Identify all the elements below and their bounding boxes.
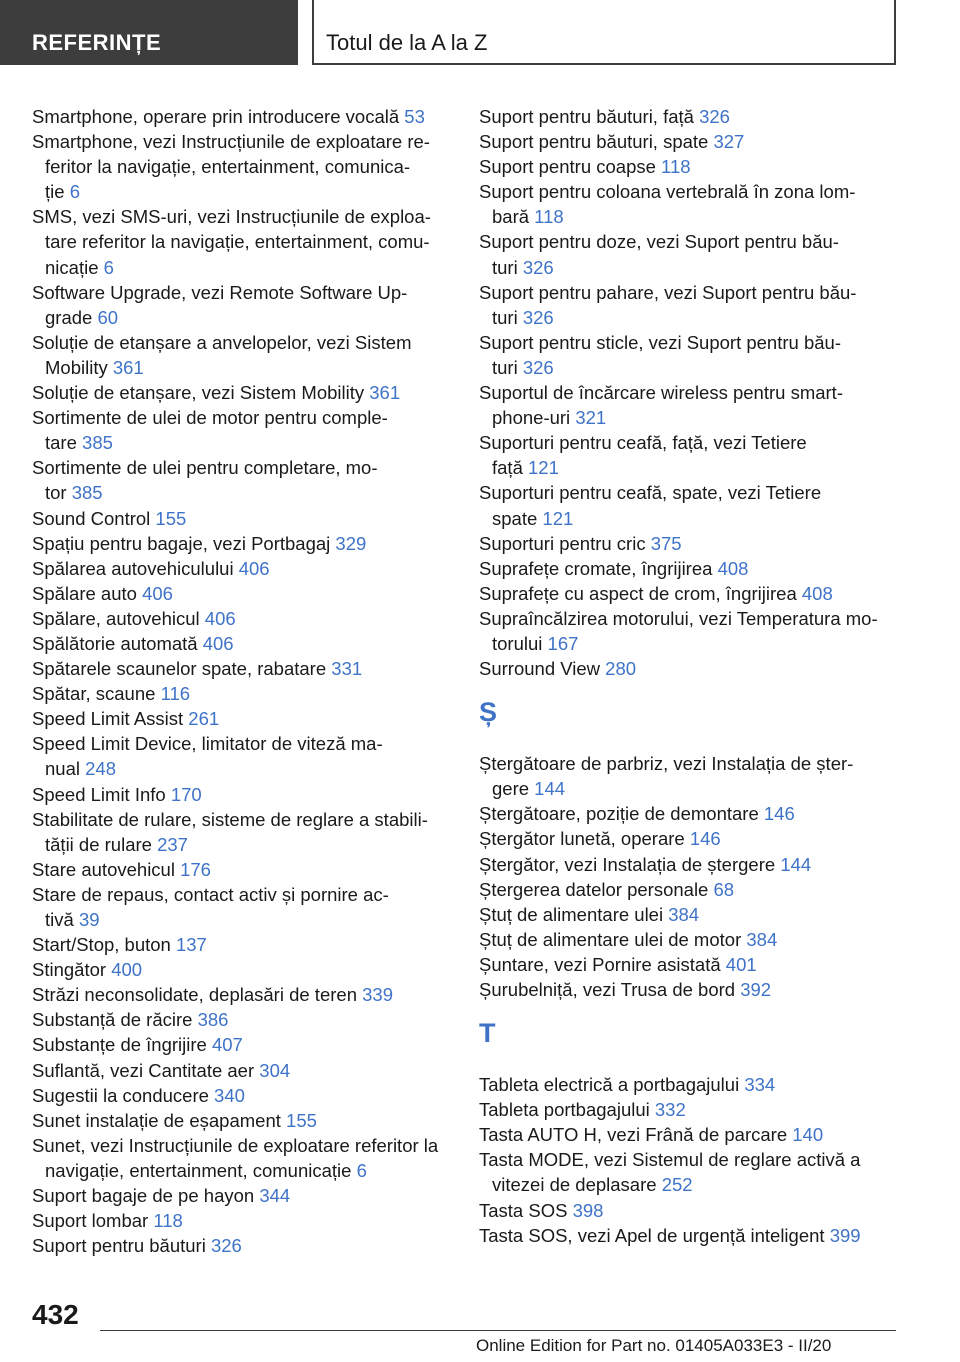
index-entry-text: nual [45,758,86,780]
page-reference-link[interactable]: 384 [668,903,700,925]
index-letter-heading: T [479,1018,496,1049]
index-entry [32,204,457,279]
index-entry-text: Suport pentru doze, vezi Suport pentru bău- [479,231,839,253]
index-entry [32,129,457,204]
index-entry-text: Ștergător lunetă, operare [479,828,690,850]
index-entry [32,932,457,957]
index-entry [479,480,899,530]
index-entry [32,957,457,982]
index-entry [479,179,899,229]
index-entry-text: Suport pentru băuturi, față [479,106,700,127]
page-reference-link[interactable]: 384 [746,928,778,950]
page-reference-link[interactable]: 321 [575,407,607,429]
index-entry-text: Tasta MODE, vezi Sistemul de reglare activă a [479,1149,861,1171]
index-entry [32,982,457,1007]
index-entry [32,1007,457,1032]
index-entry [479,852,899,877]
index-entry [32,1233,457,1258]
index-entry-text: phone-uri [492,407,576,429]
page-reference-link[interactable]: 280 [605,658,637,680]
watermark-logo [686,1332,916,1362]
page-reference-link[interactable]: 176 [180,858,211,880]
index-entry-text: vitezei de deplasare [492,1174,662,1196]
index-entry [32,782,457,807]
index-entry [32,405,457,455]
index-entry [479,380,899,430]
index-entry-text: Speed Limit Info [32,783,171,805]
index-entry-text: Ștuț de alimentare ulei de motor [479,928,747,950]
index-column-right [479,104,899,1248]
index-entry-text: turi [492,256,523,278]
index-entry-text: Spătar, scaune [32,683,161,705]
index-entry [32,807,457,857]
index-entry-text: Suporturi pentru ceafă, față, vezi Tetiere [479,432,807,454]
page-reference-link[interactable]: 60 [97,306,119,328]
index-entry-text: Suprafețe cromate, îngrijirea [479,557,718,579]
page-reference-link[interactable]: 407 [211,1034,243,1056]
page-reference-link[interactable]: 375 [650,532,682,554]
page-reference-link[interactable]: 339 [362,984,393,1006]
index-entry-text: Smartphone, vezi Instrucțiunile de exploatare re- [32,131,430,153]
page-reference-link[interactable]: 406 [238,557,270,579]
index-entry-text: Suport pentru pahare, vezi Suport pentru bău- [479,281,857,303]
page-reference-link[interactable]: 401 [725,953,757,975]
page-reference-link[interactable]: 332 [654,1099,686,1121]
index-entry-text: grade [45,306,98,328]
index-entry [32,380,457,405]
index-entry [479,531,899,556]
index-entry [32,882,457,932]
page-reference-link[interactable]: 361 [369,382,401,404]
index-entry [32,330,457,380]
index-entry [479,129,899,154]
index-entry-text: turi [492,356,523,378]
index-entry [479,104,899,129]
page-reference-link[interactable]: 144 [534,778,566,800]
page-reference-link[interactable]: 144 [780,853,812,875]
page-reference-link[interactable]: 331 [331,658,363,680]
index-entry-text: Soluție de etanșare, vezi Sistem Mobility [32,382,370,404]
index-entry-text: Spălare, autovehicul [32,607,205,629]
page-reference-link[interactable]: 39 [78,909,100,930]
page-reference-link[interactable]: 237 [157,833,188,855]
index-entry-text: Substanță de răcire [32,1009,198,1031]
page-reference-link[interactable]: 326 [522,256,554,278]
index-entry-text: Suportul de încărcare wireless pentru smart- [479,382,843,404]
index-entry [479,902,899,927]
page-reference-link[interactable]: 406 [204,607,236,629]
index-entry-text: Suport pentru sticle, vezi Suport pentru bău- [479,331,841,353]
index-entry [32,681,457,706]
index-entry-text: Suporturi pentru ceafă, spate, vezi Tetiere [479,482,822,504]
page-reference-link[interactable]: 140 [792,1124,824,1146]
index-entry-text: spate [492,507,543,529]
index-entry-text: ție [45,181,70,203]
index-entry-text: tare referitor la navigație, entertainment, comu- [45,231,430,253]
index-entry-text: Suport pentru coapse [479,156,662,178]
index-entry-text: Sugestii la conducere [32,1084,215,1106]
page-reference-link[interactable]: 121 [542,507,574,529]
index-entry-text: gere [492,778,535,800]
index-entry-text: navigație, entertainment, comunicație [45,1159,357,1181]
index-entry [479,977,899,1002]
page-reference-link[interactable]: 400 [111,959,143,981]
index-entry [32,1208,457,1233]
index-entry-text: Suflantă, vezi Cantitate aer [32,1059,260,1081]
index-letter-heading: Ș [479,697,498,728]
index-entry-text: Ștergerea datelor personale [479,878,714,900]
index-entry-text: Soluție de etanșare a anvelopelor, vezi Sistem [32,331,412,353]
index-entry-text: Suprafețe cu aspect de crom, îngrijirea [479,582,802,604]
index-entry-text: Sunet, vezi Instrucțiunile de exploatare referitor la [32,1134,439,1156]
index-entry [479,656,899,681]
page-reference-link[interactable]: 121 [528,457,559,479]
page-reference-link[interactable]: 326 [210,1235,242,1257]
index-entry [32,1133,457,1183]
page-reference-link[interactable]: 304 [259,1059,291,1081]
page-reference-link[interactable]: 53 [404,106,425,127]
page-reference-link[interactable]: 386 [197,1009,229,1031]
index-entry [32,1083,457,1108]
index-entry-text: Ștergător, vezi Instalația de ștergere [479,853,781,875]
index-entry-text: Tasta AUTO H, vezi Frână de parcare [479,1124,793,1146]
index-entry [479,330,899,380]
index-entry [479,229,899,279]
page-reference-link[interactable]: 248 [85,758,116,780]
page-reference-link[interactable]: 170 [170,783,202,805]
index-entry [479,801,899,826]
index-entry [32,104,457,129]
index-entry-text: Șuntare, vezi Pornire asistată [479,953,726,975]
index-entry-text: Smartphone, operare prin introducere vocală [32,106,405,127]
footer-divider [100,1330,896,1331]
page-reference-link[interactable]: 408 [801,582,833,604]
page-reference-link[interactable]: 146 [763,803,795,825]
page-reference-link[interactable]: 392 [740,979,772,1000]
page-reference-link[interactable]: 329 [335,532,367,554]
index-entry-text: Șurubelniță, vezi Trusa de bord [479,979,741,1000]
chapter-title-box [312,0,896,65]
index-entry-text: Spălătorie automată [32,632,203,654]
index-entry [32,606,457,631]
index-entry [32,631,457,656]
index-entry-text: Mobility [45,356,113,378]
index-entry [479,1097,899,1122]
page-reference-link[interactable]: 406 [142,582,173,604]
index-entry-text: Ștuț de alimentare ulei [479,903,669,925]
index-entry-text: torului [492,632,548,654]
index-entry-text: feritor la navigație, entertainment, comunica- [45,156,411,178]
page-reference-link[interactable]: 118 [534,206,564,228]
page-reference-link[interactable]: 326 [699,106,730,127]
index-entry-text: tății de rulare [45,833,158,855]
index-entry-text: Tableta portbagajului [479,1099,655,1121]
index-entry [32,857,457,882]
index-entry-text: Suport pentru coloana vertebrală în zona lom- [479,181,856,203]
index-entry [32,706,457,731]
index-entry-text: SMS, vezi SMS-uri, vezi Instrucțiunile de exploa- [32,206,431,228]
index-entry [32,1183,457,1208]
page-reference-link[interactable]: 252 [661,1174,693,1196]
index-entry-text: Sound Control [32,507,156,529]
index-entry [479,1147,899,1197]
page-reference-link[interactable]: 406 [202,632,234,654]
page-reference-link[interactable]: 385 [71,482,103,504]
index-entry [479,1122,899,1147]
page-reference-link[interactable]: 334 [744,1074,776,1096]
index-entry [32,556,457,581]
page-number: 432 [32,1299,79,1330]
index-entry-text: Start/Stop, buton [32,934,176,956]
index-entry-text: Spălarea autovehiculului [32,557,239,579]
index-entry-text: Substanțe de îngrijire [32,1034,212,1056]
page-reference-link[interactable]: 137 [175,934,207,956]
index-entry-text: Tableta electrică a portbagajului [479,1074,745,1096]
index-entry-text: Spațiu pentru bagaje, vezi Portbagaj [32,532,336,554]
page-reference-link[interactable]: 68 [713,878,735,900]
index-entry-text: Surround View [479,658,606,680]
index-entry-text: Speed Limit Device, limitator de viteză ma- [32,733,383,755]
page-reference-link[interactable]: 398 [572,1199,604,1221]
index-entry-text: tare [45,432,83,454]
index-entry-text: Suport lombar [32,1210,154,1232]
index-entry [479,751,899,801]
index-entry [32,1032,457,1057]
page-reference-link[interactable]: 155 [286,1109,317,1131]
index-entry-text: față [492,457,528,479]
index-entry-text: Sortimente de ulei pentru completare, mo- [32,457,378,479]
index-entry-text: Sortimente de ulei de motor pentru comple- [32,407,388,429]
index-entry-text: nicație [45,256,104,278]
index-entry [479,1072,899,1097]
index-entry-text: Sunet instalație de eșapament [32,1109,287,1131]
index-entry-text: Suport pentru băuturi, spate [479,131,714,153]
index-entry-text: Spătarele scaunelor spate, rabatare [32,658,332,680]
page-reference-link[interactable]: 6 [356,1159,367,1181]
index-entry-text: Tasta SOS [479,1199,573,1221]
page-reference-link[interactable]: 326 [522,356,554,378]
index-entry-text: tivă [45,909,79,930]
page-reference-link[interactable]: 155 [155,507,187,529]
index-entry-text: Stingător [32,959,112,981]
edition-note: Online Edition for Part no. 01405A033E3 - II/20 [476,1336,832,1355]
index-entry [32,506,457,531]
index-entry [32,531,457,556]
index-entry [479,927,899,952]
index-entry-text: Suport bagaje de pe hayon [32,1185,260,1207]
page-reference-link[interactable]: 6 [103,256,114,278]
section-label: REFERINȚE [32,30,162,55]
index-entry [479,877,899,902]
page-reference-link[interactable]: 385 [82,432,113,454]
index-entry-text: Suporturi pentru cric [479,532,651,554]
page-reference-link[interactable]: 340 [214,1084,245,1106]
index-entry [32,455,457,505]
index-entry [479,952,899,977]
chapter-title: Totul de la A la Z [326,30,488,55]
index-entry-text: bară [492,206,535,228]
page-reference-link[interactable]: 361 [112,356,144,378]
page-reference-link[interactable]: 399 [829,1224,861,1246]
index-entry [479,581,899,606]
page-reference-link[interactable]: 344 [259,1185,291,1207]
index-entry [32,731,457,781]
index-entry-text: Ștergătoare de parbriz, vezi Instalația de șter- [479,753,854,775]
index-entry-text: Stare de repaus, contact activ și pornire ac- [32,883,389,905]
index-entry-text: Speed Limit Assist [32,708,189,730]
index-column-left [32,104,457,1258]
index-entry-text: Suport pentru băuturi [32,1235,211,1257]
page-reference-link[interactable]: 326 [522,306,554,328]
page-reference-link[interactable]: 118 [153,1210,183,1232]
index-entry [479,606,899,656]
section-tab [0,0,298,65]
index-entry-text: Spălare auto [32,582,143,604]
index-entry-text: Străzi neconsolidate, deplasări de teren [32,984,363,1006]
index-entry [479,154,899,179]
index-entry [479,556,899,581]
index-entry [479,430,899,480]
index-entry [32,280,457,330]
index-entry-text: Ștergătoare, poziție de demontare [479,803,764,825]
index-entry-text: Supraîncălzirea motorului, vezi Temperatura mo- [479,607,878,629]
index-entry [32,1108,457,1133]
page-reference-link[interactable]: 146 [689,828,721,850]
page-reference-link[interactable]: 408 [717,557,749,579]
index-entry [479,826,899,851]
index-entry [32,581,457,606]
index-entry [32,656,457,681]
index-entry-text: Stare autovehicul [32,858,181,880]
page-reference-link[interactable]: 327 [713,131,745,153]
page-reference-link[interactable]: 6 [69,181,80,203]
index-entry-text: turi [492,306,523,328]
page-reference-link[interactable]: 167 [547,632,579,654]
index-entry-text: Tasta SOS, vezi Apel de urgență inteligent [479,1224,830,1246]
page-reference-link[interactable]: 116 [160,683,191,705]
index-entry [479,1198,899,1223]
index-entry-text: Software Upgrade, vezi Remote Software Up- [32,281,408,303]
page-reference-link[interactable]: 118 [661,156,691,178]
index-entry [479,1223,899,1248]
index-entry [479,280,899,330]
index-entry [32,1058,457,1083]
index-entry-text: Stabilitate de rulare, sisteme de reglare a stabili- [32,808,428,830]
index-entry-text: tor [45,482,72,504]
page-reference-link[interactable]: 261 [188,708,220,730]
